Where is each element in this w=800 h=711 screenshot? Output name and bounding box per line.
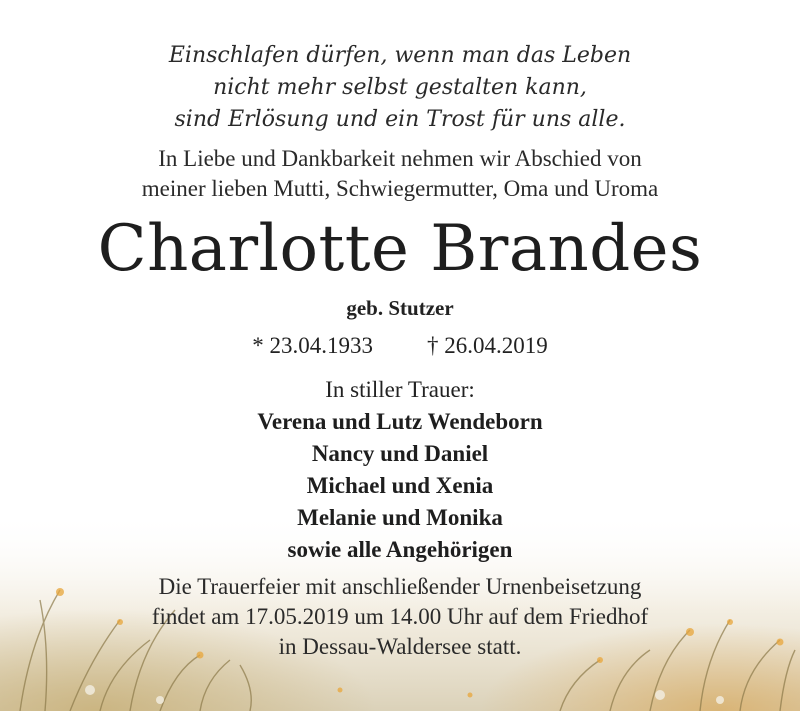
quote-line: Einschlafen dürfen, wenn man das Leben [168,43,632,68]
mourner-name: Verena und Lutz Wendeborn [257,409,543,434]
intro-line: meiner lieben Mutti, Schwiegermutter, Oma und Uroma [141,176,659,201]
deceased-name: Charlotte Brandes [97,212,703,286]
funeral-details [0,572,800,662]
funeral-line: in Dessau-Waldersee statt. [278,634,522,659]
maiden-name: geb. Stutzer [346,296,454,320]
farewell-intro [0,144,800,204]
quote-line: nicht mehr selbst gestalten kann, [213,75,587,100]
memorial-quote [0,40,800,136]
mourner-name: Michael und Xenia [306,473,494,498]
mourner-name: Nancy und Daniel [311,441,489,466]
mourner-name: Melanie und Monika [297,505,503,530]
mourners-list [0,406,800,566]
mourner-name: sowie alle Angehörigen [287,537,513,562]
funeral-line: Die Trauerfeier mit anschließender Urnenbeisetzung [158,574,642,599]
life-dates [0,330,800,362]
quote-line: sind Erlösung und ein Trost für uns alle. [174,107,626,132]
death-date: † 26.04.2019 [427,333,548,358]
intro-line: In Liebe und Dankbarkeit nehmen wir Abschied von [158,146,642,171]
mourning-heading: In stiller Trauer: [325,377,475,402]
birth-date: * 23.04.1933 [252,333,373,358]
funeral-line: findet am 17.05.2019 um 14.00 Uhr auf dem Friedhof [151,604,649,629]
